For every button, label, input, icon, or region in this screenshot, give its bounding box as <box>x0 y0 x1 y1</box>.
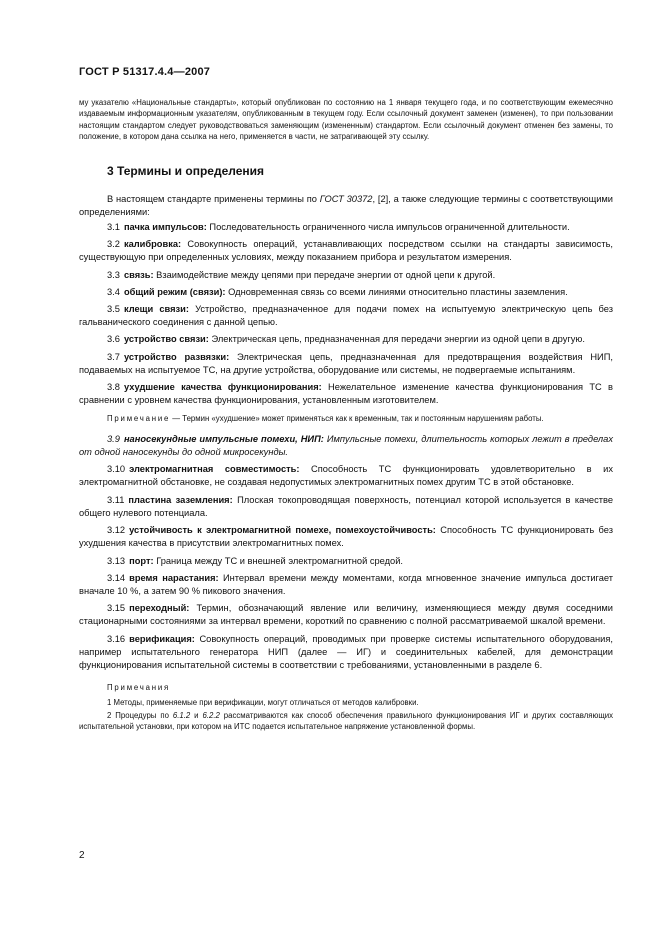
term-number: 3.8 <box>107 382 120 393</box>
term-name: связь: <box>123 269 154 280</box>
term-definition <box>79 269 613 282</box>
term-number: 3.2 <box>107 239 120 250</box>
section-lead: В настоящем стандарте применены термины по ГОСТ 30372, [2], а также следующие термины с соответствующими определениями: <box>79 193 613 217</box>
term-name: переходный: <box>129 603 190 614</box>
note <box>79 413 613 424</box>
term-text: Совокупность операций, устанавливающих посредством ссылки на стандарты зависимость, существующую при определенных условиях, между показанием прибора и результатом измерения. <box>79 239 613 263</box>
term-definition <box>79 602 613 628</box>
term-number: 3.4 <box>107 286 120 297</box>
term-name: пачка импульсов: <box>123 222 207 233</box>
term-text: Нежелательное изменение качества функционирования ТС в сравнении с уровнем качества функционирования, установленным изготовителем. <box>79 382 613 406</box>
term-definition <box>79 381 613 407</box>
page-number: 2 <box>79 850 85 861</box>
document-header: ГОСТ Р 51317.4.4—2007 <box>79 66 211 78</box>
notes-item-2: 2 Процедуры по 6.1.2 и 6.2.2 рассматриваются как способ обеспечения правильного функционирования ИГ и других составляющих испытательной установки, при котором на ИТС подается испытательное напряжение установленной формы. <box>79 710 613 732</box>
term-name: верификация: <box>129 633 195 644</box>
term-number: 3.14 <box>107 572 126 583</box>
term-definition <box>79 463 613 489</box>
term-name: общий режим (связи): <box>123 286 226 297</box>
term-definition <box>79 572 613 598</box>
section-title: 3 Термины и определения <box>107 163 265 178</box>
term-definition <box>79 633 613 673</box>
term-text: Одновременная связь со всеми линиями относительно пластины заземления. <box>225 286 568 297</box>
notes-item-1: 1 Методы, применяемые при верификации, могут отличаться от методов калибровки. <box>107 697 419 707</box>
term-text: Интервал времени между моментами, когда мгновенное значение импульса достигает вначале 10 %, а затем 90 % пикового значения. <box>79 572 613 596</box>
term-number: 3.6 <box>107 334 120 345</box>
term-name: пластина заземления: <box>128 494 233 505</box>
term-definition <box>79 303 613 329</box>
term-number: 3.11 <box>107 494 125 505</box>
term-definition <box>79 333 613 346</box>
term-definition <box>79 555 613 568</box>
term-name: время нарастания: <box>129 572 219 583</box>
term-text: Способность ТС функционировать удовлетворительно в их электромагнитной обстановке, не создавая недопустимых электромагнитных помех другим ТС в этой обстановке. <box>79 464 613 488</box>
term-number: 3.5 <box>107 304 120 315</box>
term-name: клещи связи: <box>123 304 189 315</box>
term-number: 3.10 <box>107 464 126 475</box>
term-name: устройство развязки: <box>123 351 230 362</box>
notes-block <box>79 682 613 733</box>
term-definition <box>79 494 613 520</box>
term-text: Совокупность операций, проводимых при проверке системы испытательного оборудования, например испытательного генератора НИП (далее — ИГ) и соединительных кабелей, для демонстрации функционирования испытательной системы в соответствии с требованиями, установленными в разделе 6. <box>79 633 613 670</box>
term-name: порт: <box>129 555 154 566</box>
term-number: 3.7 <box>107 351 120 362</box>
term-text: Устройство, предназначенное для подачи помех на испытуемую электрическую цепь без гальванического соединения с данной цепью. <box>79 304 614 328</box>
note-text: — Термин «ухудшение» может применяться как к временным, так и постоянным нарушениям работы. <box>170 414 544 424</box>
term-text: Импульсные помехи, длительность которых лежит в пределах от одной наносекунды до одной микросекунды. <box>79 433 613 458</box>
term-name: электромагнитная совместимость: <box>129 464 300 475</box>
term-text: Электрическая цепь, предназначенная для предотвращения воздействия НИП, подаваемых на испытуемое ТС, на другие устройства, оборудование или системы, не подвергаемые испытаниям. <box>79 351 613 375</box>
term-number: 3.3 <box>107 269 120 280</box>
term-text: Плоская токопроводящая поверхность, потенциал которой используется в качестве общего нулевого потенциала. <box>79 494 613 518</box>
term-number: 3.16 <box>107 633 126 644</box>
term-number: 3.9 <box>107 433 120 444</box>
term-definition <box>79 221 613 234</box>
term-name: калибровка: <box>123 239 182 250</box>
notes-heading: Примечания <box>107 683 171 693</box>
terms-list-2 <box>79 433 613 672</box>
term-name: наносекундные импульсные помехи, НИП: <box>123 433 324 444</box>
term-definition <box>79 238 613 264</box>
intro-paragraph: му указателю «Национальные стандарты», который опубликован по состоянию на 1 января текущего года, и по соответствующим ежемесячно издаваемым информационным указателям, опубликованным в текущем году. Если ссылочный документ заменен (изменен), то при пользовании настоящим стандартом следует руководствоваться заменяющим (измененным) стандартом. Если ссылочный документ отменен без замены, то положение, в котором дана ссылка на него, применяется в части, не затрагивающей эту ссылку. <box>79 98 613 142</box>
term-name: устройство связи: <box>123 334 209 345</box>
term-text: Граница между ТС и внешней электромагнитной средой. <box>153 555 403 566</box>
term-text: Способность ТС функционировать без ухудшения качества в присутствии электромагнитных помех. <box>79 525 613 549</box>
term-name: устойчивость к электромагнитной помехе, помехоустойчивость: <box>129 525 436 536</box>
term-name: ухудшение качества функционирования: <box>123 382 322 393</box>
term-number: 3.12 <box>107 525 126 536</box>
term-definition <box>79 524 613 550</box>
terms-list <box>79 221 613 407</box>
term-text: Электрическая цепь, предназначенная для передачи энергии из одной цепи в другую. <box>208 334 585 345</box>
term-number: 3.1 <box>107 222 120 233</box>
term-number: 3.15 <box>107 603 126 614</box>
term-text: Термин, обозначающий явление или величину, изменяющиеся между двумя соседними стационарными состояниями за интервал времени, короткий по сравнению с полной рассматриваемой шкалой времени. <box>79 603 613 627</box>
term-number: 3.13 <box>107 555 126 566</box>
term-text: Взаимодействие между цепями при передаче энергии от одной цепи к другой. <box>153 269 496 280</box>
term-definition <box>79 351 613 377</box>
note-label: Примечание <box>107 414 171 424</box>
page-content <box>79 97 613 735</box>
term-definition <box>79 286 613 299</box>
term-definition <box>79 433 613 459</box>
term-text: Последовательность ограниченного числа импульсов ограниченной длительности. <box>206 222 570 233</box>
